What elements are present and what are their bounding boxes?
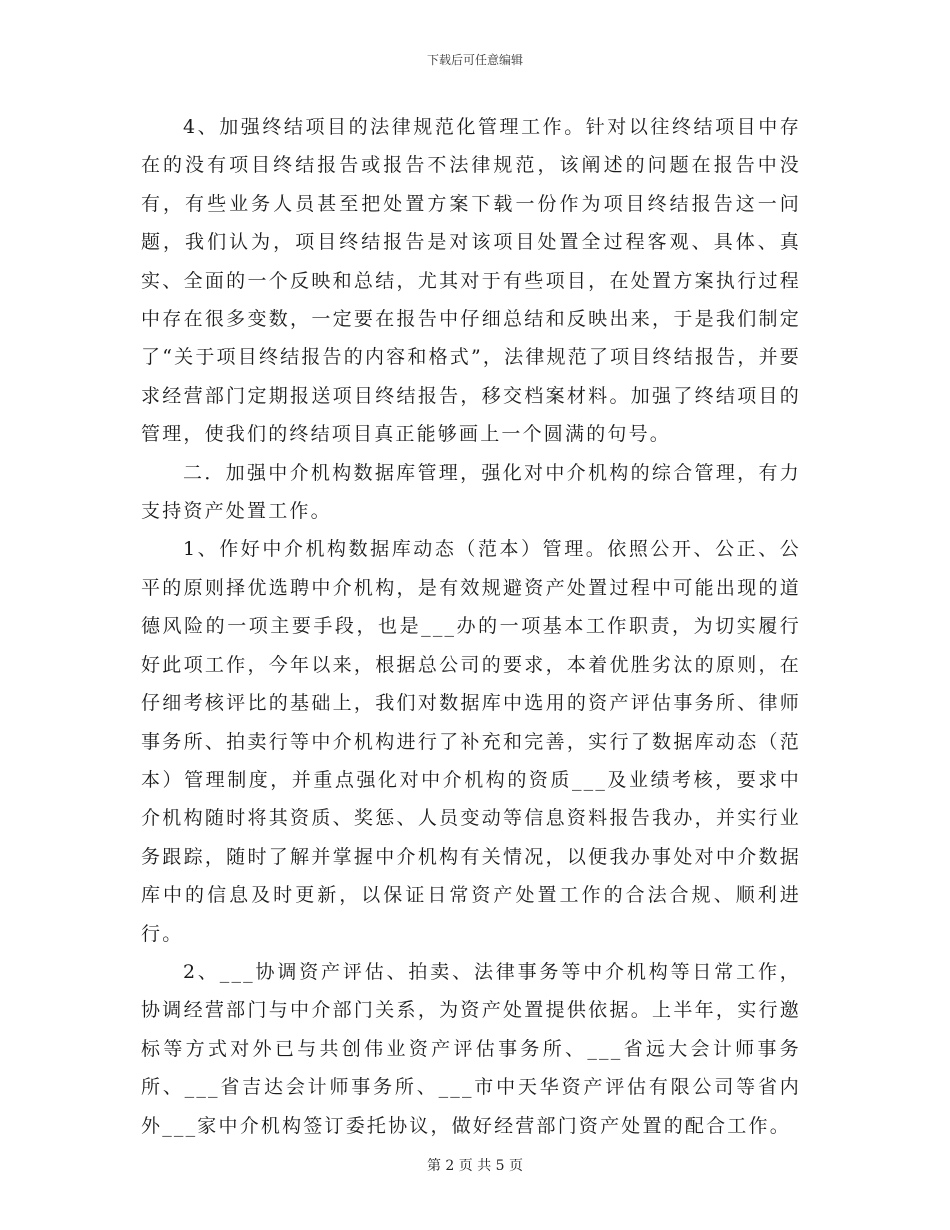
paragraph-item-4-closing-projects: 4、加强终结项目的法律规范化管理工作。针对以往终结项目中存在的没有项目终结报告或报告不法律规范，该阐述的问题在报告中没有，有些业务人员甚至把处置方案下载一份作为项目终结报告这一问题，我们认为，项目终结报告是对该项目处置全过程客观、具体、真实、全面的一个反映和总结，尤其对于有些项目，在处置方案执行过程中存在很多变数，一定要在报告中仔细总结和反映出来，于是我们制定了“关于项目终结报告的内容和格式”，法律规范了项目终结报告，并要求经营部门定期报送项目终结报告，移交档案材料。加强了终结项目的管理，使我们的终结项目真正能够画上一个圆满的句号。 [141,116,801,446]
paragraph-item-2-coordination: 2、___协调资产评估、拍卖、法律事务等中介机构等日常工作，协调经营部门与中介部门关系，为资产处置提供依据。上半年，实行邀标等方式对外已与共创伟业资产评估事务所、___省远大会计师事务所、___省吉达会计师事务所、___市中天华资产评估有限公司等省内外___家中介机构签订委托协议，做好经营部门资产处置的配合工作。 [141,960,801,1137]
page-number: 第 2 页 共 5 页 [426,1158,524,1174]
paragraph-item-1-database: 1、作好中介机构数据库动态（范本）管理。依照公开、公正、公平的原则择优选聘中介机构，是有效规避资产处置过程中可能出现的道德风险的一项主要手段，也是___办的一项基本工作职责，为切实履行好此项工作，今年以来，根据总公司的要求，本着优胜劣汰的原则，在仔细考核评比的基础上，我们对数据库中选用的资产评估事务所、律师事务所、拍卖行等中介机构进行了补充和完善，实行了数据库动态（范本）管理制度，并重点强化对中介机构的资质___及业绩考核，要求中介机构随时将其资质、奖惩、人员变动等信息资料报告我办，并实行业务跟踪，随时了解并掌握中介机构有关情况，以便我办事处对中介数据库中的信息及时更新，以保证日常资产处置工作的合法合规、顺利进行。 [141,538,801,945]
page-header: 下载后可任意编辑 [426,53,523,67]
paragraph-section-2-heading: 二．加强中介机构数据库管理，强化对中介机构的综合管理，有力支持资产处置工作。 [141,461,801,523]
document-body [141,108,801,1145]
